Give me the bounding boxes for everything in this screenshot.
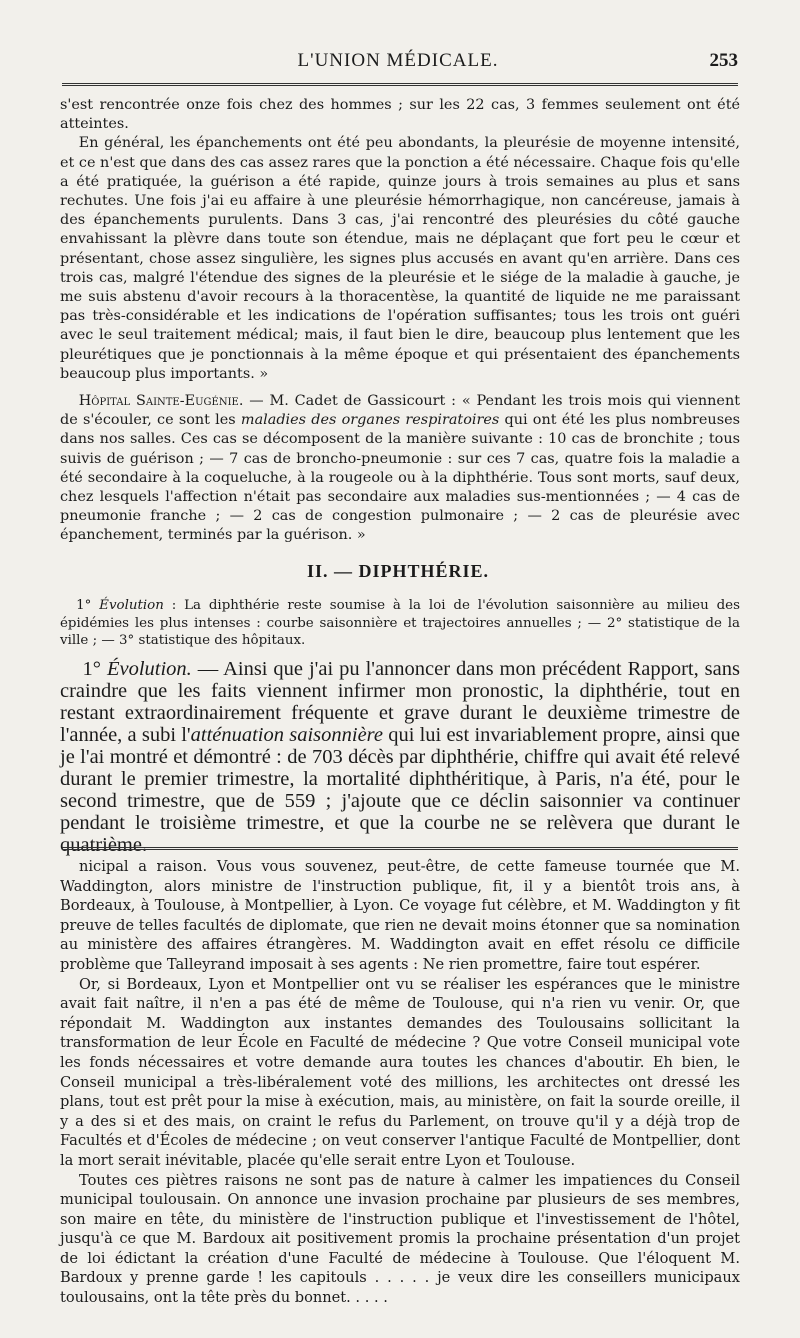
summary-number: 1° xyxy=(76,598,100,613)
paragraph-text: — M. Cadet de Gassicourt : « Pendant les trois mois qui viennent de s'écouler, ce sont les xyxy=(60,393,740,429)
paragraph: Or, si Bordeaux, Lyon et Montpellier ont vu se réaliser les espérances que le ministre avait fait naître, il n'en a pas été de même de Toulouse, qui n'a rien vu venir. Or, que répondait M. Waddington aux instantes demandes des Toulousains sollicitant la transformation de leur École en Faculté de médecine ? Que votre Conseil municipal vote les fonds nécessaires et votre demande aura toutes les chances d'aboutir. Eh bien, le Conseil municipal a très-libéralement voté des millions, les architectes ont dressé les plans, tout est prêt pour la mise à exécution, mais, au ministère, on fait la sourde oreille, il y a des si et des mais, on craint le refus du Parlement, on trouve qu'il y a déjà trop de Facultés et d'Écoles de médecine ; on veut conserver l'antique Faculté de Montpellier, dont la mort serait inévitable, placée qu'elle serait entre Lyon et Toulouse. xyxy=(60,975,740,1169)
summary-paragraph xyxy=(60,597,740,650)
section-heading: II. — DIPHTHÉRIE. xyxy=(306,561,490,581)
evolution-label: Évolution. xyxy=(106,658,192,680)
page-number: 253 xyxy=(709,50,738,71)
hospital-name: Hôpital Sainte-Eugénie. xyxy=(78,393,244,410)
feuilleton-block xyxy=(60,857,740,1308)
paragraph: Toutes ces piètres raisons ne sont pas de nature à calmer les impatiences du Conseil municipal toulousain. On annonce une invasion prochaine par plusieurs de ses membres, son maire en tête, du ministère de l'instruction publique et l'investissement de l'hôtel, jusqu'à ce que M. Bardoux ait positivement promis la prochaine présentation d'un projet de loi édictant la création d'une Faculté de médecine à Toulouse. Que l'éloquent M. Bardoux y prenne garde ! les capitouls . . . . . je veux dire les conseillers municipaux toulousains, ont la tête près du bonnet. . . . . xyxy=(60,1171,740,1307)
evolution-number: 1° xyxy=(82,658,107,680)
evolution-paragraph xyxy=(60,658,740,856)
summary-label: Évolution xyxy=(99,598,164,613)
emphasis-text: atténuation saisonnière xyxy=(190,724,383,746)
journal-title: L'UNION MÉDICALE. xyxy=(297,50,499,71)
paragraph: En général, les épanchements ont été peu abondants, la pleurésie de moyenne intensité, et ce n'est que dans des cas assez rares que la ponction a été nécessaire. Chaque fois qu'elle a été pratiquée, la guérison a été rapide, quinze jours à trois semaines au plus et sans rechutes. Une fois j'ai eu affaire à une pleurésie hémorrhagique, non cancéreuse, jamais à des épanchements purulents. Dans 3 cas, j'ai rencontré des pleurésies du côté gauche envahissant la plèvre dans toute son étendue, mais ne déplaçant que fort peu le cœur et présentant, chose assez singulière, les signes plus accusés en avant qu'en arrière. Dans ces trois cas, malgré l'étendue des signes de la pleurésie et le siége de la maladie à gauche, je me suis abstenu d'avoir recours à la thoracentèse, la quantité de liquide ne me paraissant pas très-considérable et les indications de l'opération suffisantes; tous les trois ont guéri avec le seul traitement médical; mais, il faut bien le dire, beaucoup plus lentement que les pleurétiques que je ponctionnais à la même époque et qui présentaient des épanchements beaucoup plus importants. » xyxy=(60,135,740,382)
paragraph: nicipal a raison. Vous vous souvenez, peut-être, de cette fameuse tournée que M. Waddington, alors ministre de l'instruction publique, fit, il y a bientôt trois ans, à Bordeaux, à Toulouse, à Montpellier, à Lyon. Ce voyage fut célèbre, et M. Waddington y fit preuve de telles facultés de diplomate, que rien ne devait moins étonner que sa nomination au ministère des affaires étrangères. M. Waddington avait en effet résolu ce difficile problème que Talleyrand imposait à ses agents : Ne rien promettre, faire tout espérer. xyxy=(60,858,740,973)
paragraph-text: — Ainsi que j'ai pu l'annoncer dans mon précédent Rapport, sans craindre que les faits viennent infirmer mon pronostic, la diphthérie, tout en restant extraordinairement fréquente et grave durant le deuxième trimestre de l'année, a subi l' xyxy=(60,658,740,746)
paragraph-text: qui lui est invariablement propre, ainsi que je l'ai montré et démontré : de 703 décès par diphthérie, chiffre qui avait été relevé durant le premier trimestre, la mortalité diphthéritique, à Paris, n'a été, pour le second trimestre, que de 559 ; j'ajoute que ce déclin saisonnier va continuer pendant le troisième trimestre, et que la courbe ne se relèvera que durant le quatrième. xyxy=(60,724,740,856)
pleurisy-report-block xyxy=(60,96,740,546)
emphasis-text: maladies des organes respiratoires xyxy=(240,412,500,429)
paragraph: s'est rencontrée onze fois chez des hommes ; sur les 22 cas, 3 femmes seulement ont été atteintes. xyxy=(60,97,740,133)
hospital-paragraph xyxy=(60,392,740,546)
section-summary xyxy=(60,597,740,650)
evolution-section xyxy=(60,658,740,856)
paragraph-text: qui ont été les plus nombreuses dans nos salles. Ces cas se décomposent de la manière suivante : 10 cas de bronchite ; tous suivis de guérison ; — 7 cas de broncho-pneumonie : sur ces 7 cas, quatre fois la maladie a été secondaire à la coqueluche, à la rougeole ou à la diphthérie. Tous sont morts, sauf deux, chez lesquels l'affection n'était pas secondaire aux maladies sus-mentionnées ; — 4 cas de pneumonie franche ; — 2 cas de congestion pulmonaire ; — 2 cas de pleurésie avec épanchement, terminés par la guérison. » xyxy=(60,412,740,544)
feuilleton-rule xyxy=(62,847,738,850)
header-rule xyxy=(62,83,738,86)
summary-text: : La diphthérie reste soumise à la loi de l'évolution saisonnière au milieu des épidémies les plus intenses : courbe saisonnière et trajectoires annuelles ; — 2° statistique de la ville ; — 3° statistique des hôpitaux. xyxy=(60,598,740,649)
running-header xyxy=(58,50,738,76)
